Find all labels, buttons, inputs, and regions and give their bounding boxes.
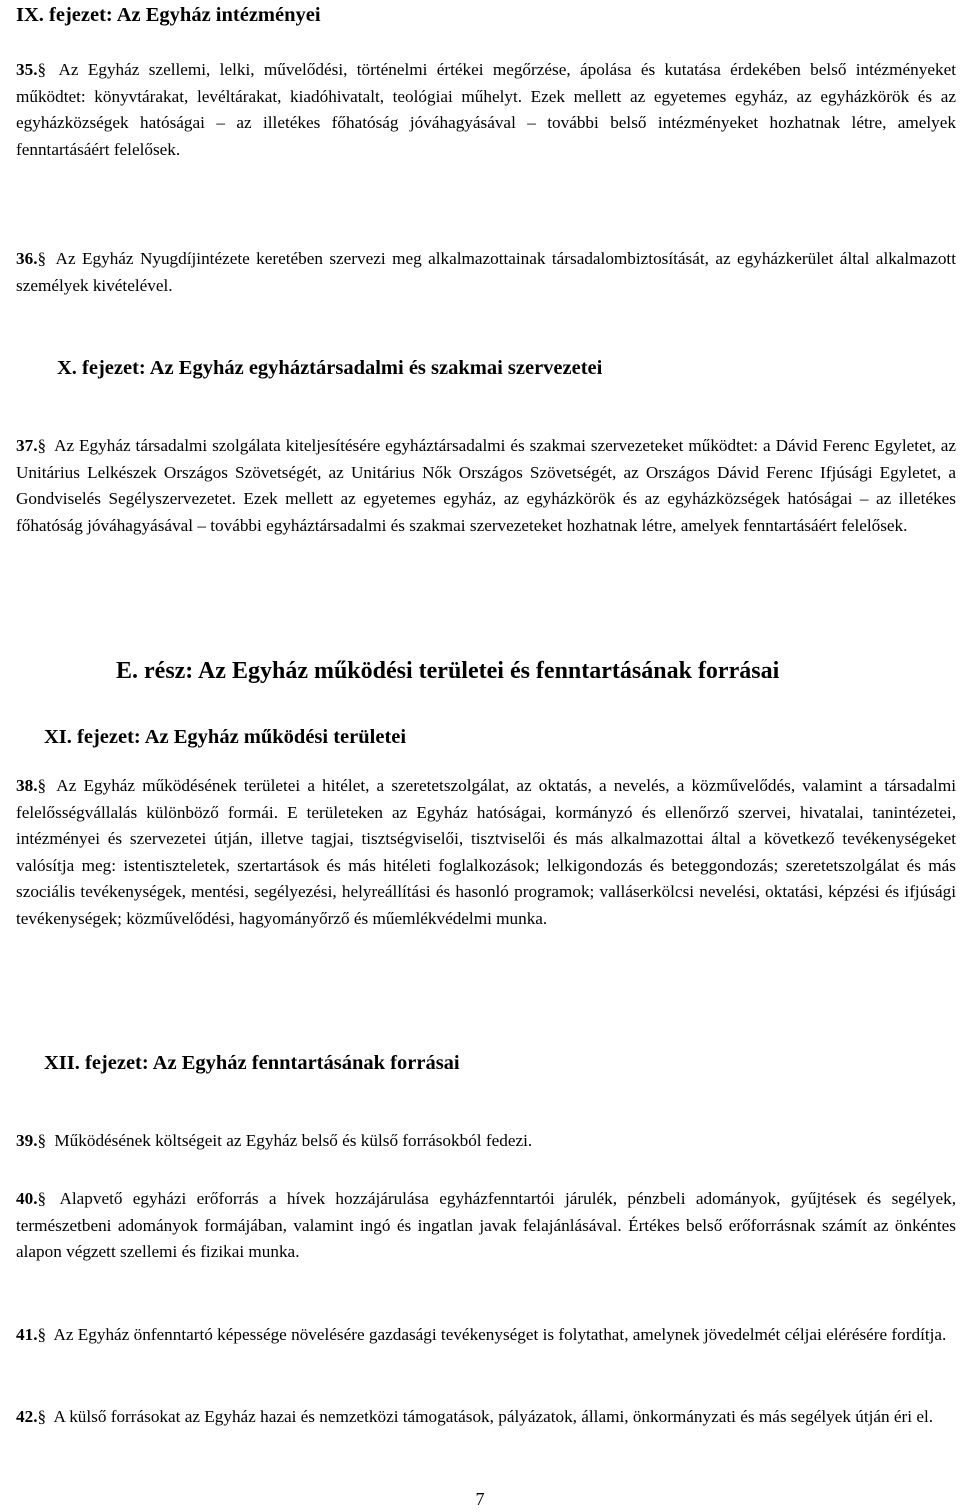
article-35-text: Az Egyház szellemi, lelki, művelődési, történelmi értékei megőrzése, ápolása és kutatása érdekében belső intézményeket működtet: könyvtárakat, levéltárakat, kiadóhivatalt, teológiai műhelyt. Ezek mellett az egyetemes egyház, az egyházkörök és az egyházközségek hatóságai – az illetékes főhatóság jóváhagyásával – további belső intézményeket hozhatnak létre, amelyek fenntartásáért felelősek.	[16, 60, 956, 159]
chapter-xi-title: XI. fejezet: Az Egyház működési területei	[44, 726, 407, 748]
article-42-text: A külső forrásokat az Egyház hazai és nemzetközi támogatások, pályázatok, állami, önkormányzati és más segélyek útján éri el.	[53, 1407, 934, 1426]
article-37	[16, 433, 956, 539]
part-e-title: E. rész: Az Egyház működési területei és fenntartásának forrásai	[116, 658, 780, 684]
chapter-ix-block	[16, 2, 956, 28]
article-39-number: 39.	[16, 1131, 38, 1150]
article-42-paragraph	[16, 1404, 956, 1431]
section-sign-icon: §	[37, 1189, 47, 1208]
chapter-xii-title: XII. fejezet: Az Egyház fenntartásának forrásai	[44, 1052, 460, 1074]
section-sign-icon: §	[37, 249, 47, 268]
article-36-paragraph	[16, 246, 956, 299]
article-35-paragraph	[16, 57, 956, 163]
article-38-text: Az Egyház működésének területei a hitélet, a szeretetszolgálat, az oktatás, a nevelés, a közművelődés, valamint a társadalmi felelősségvállalás különböző formái. E területeken az Egyház hatóságai, kormányzó és ellenőrző szervei, hivatalai, tanintézetei, intézményei és szervezetei útján, illetve tagjai, tisztségviselői, tisztviselői és más alkalmazottai által a következő tevékenységeket valósítja meg: istentiszteletek, szertartások és más hitéleti foglalkozások; lelkigondozás és beteggondozás; szeretetszolgálat és más szociális tevékenységek, mentési, segélyezési, helyreállítási és hasonló programok; valláserkölcsi nevelési, oktatási, képzési és ifjúsági tevékenységek; közművelődési, hagyományőrző és műemlékvédelmi munka.	[16, 776, 956, 928]
article-41	[16, 1322, 956, 1349]
article-37-text: Az Egyház társadalmi szolgálata kiteljesítésére egyháztársadalmi és szakmai szervezeteket működtet: a Dávid Ferenc Egyletet, az Unitárius Lelkészek Országos Szövetségét, az Unitárius Nők Országos Szövetségét, az Országos Dávid Ferenc Ifjúsági Egyletet, a Gondviselés Segélyszervezetet. Ezek mellett az egyetemes egyház, az egyházkörök és az egyházközségek hatóságai – az illetékes főhatóság jóváhagyásával – további egyháztársadalmi és szakmai szervezeteket hozhatnak létre, amelyek fenntartásáért felelősek.	[16, 436, 956, 535]
chapter-x-block	[16, 355, 956, 381]
article-40-paragraph	[16, 1186, 956, 1266]
article-36	[16, 246, 956, 299]
section-sign-icon: §	[37, 1325, 47, 1344]
chapter-xi-block	[16, 724, 956, 750]
page-number: 7	[475, 1489, 485, 1509]
section-sign-icon: §	[37, 1131, 47, 1150]
article-38-paragraph	[16, 773, 956, 933]
article-42-number: 42.	[16, 1407, 38, 1426]
section-sign-icon: §	[37, 776, 47, 795]
article-37-paragraph	[16, 433, 956, 539]
section-sign-icon: §	[37, 1407, 47, 1426]
article-38-number: 38.	[16, 776, 38, 795]
article-40-text: Alapvető egyházi erőforrás a hívek hozzájárulása egyházfenntartói járulék, pénzbeli adományok, gyűjtések és segélyek, természetbeni adományok formájában, valamint ingó és ingatlan javak felajánlásával. Értékes belső erőforrásnak számít az önkéntes alapon végzett szellemi és fizikai munka.	[16, 1189, 956, 1262]
article-40-number: 40.	[16, 1189, 38, 1208]
section-sign-icon: §	[37, 60, 47, 79]
chapter-ix-title: IX. fejezet: Az Egyház intézményei	[16, 4, 321, 26]
article-41-paragraph	[16, 1322, 956, 1349]
article-36-text: Az Egyház Nyugdíjintézete keretében szervezi meg alkalmazottainak társadalombiztosítását, az egyházkerület által alkalmazott személyek kivételével.	[16, 249, 956, 295]
article-41-text: Az Egyház önfenntartó képessége növelésére gazdasági tevékenységet is folytathat, amelynek jövedelmét céljai elérésére fordítja.	[53, 1325, 947, 1344]
article-37-number: 37.	[16, 436, 38, 455]
part-e-block	[16, 656, 956, 686]
article-38	[16, 773, 956, 933]
section-sign-icon: §	[37, 436, 47, 455]
article-42	[16, 1404, 956, 1431]
chapter-x-title: X. fejezet: Az Egyház egyháztársadalmi és szakmai szervezetei	[57, 357, 603, 379]
chapter-xii-block	[16, 1050, 956, 1076]
article-40	[16, 1186, 956, 1266]
article-35	[16, 57, 956, 163]
article-39-paragraph	[16, 1128, 956, 1155]
article-41-number: 41.	[16, 1325, 38, 1344]
article-36-number: 36.	[16, 249, 38, 268]
article-39-text: Működésének költségeit az Egyház belső és külső forrásokból fedezi.	[54, 1131, 533, 1150]
article-39	[16, 1128, 956, 1155]
article-35-number: 35.	[16, 60, 38, 79]
